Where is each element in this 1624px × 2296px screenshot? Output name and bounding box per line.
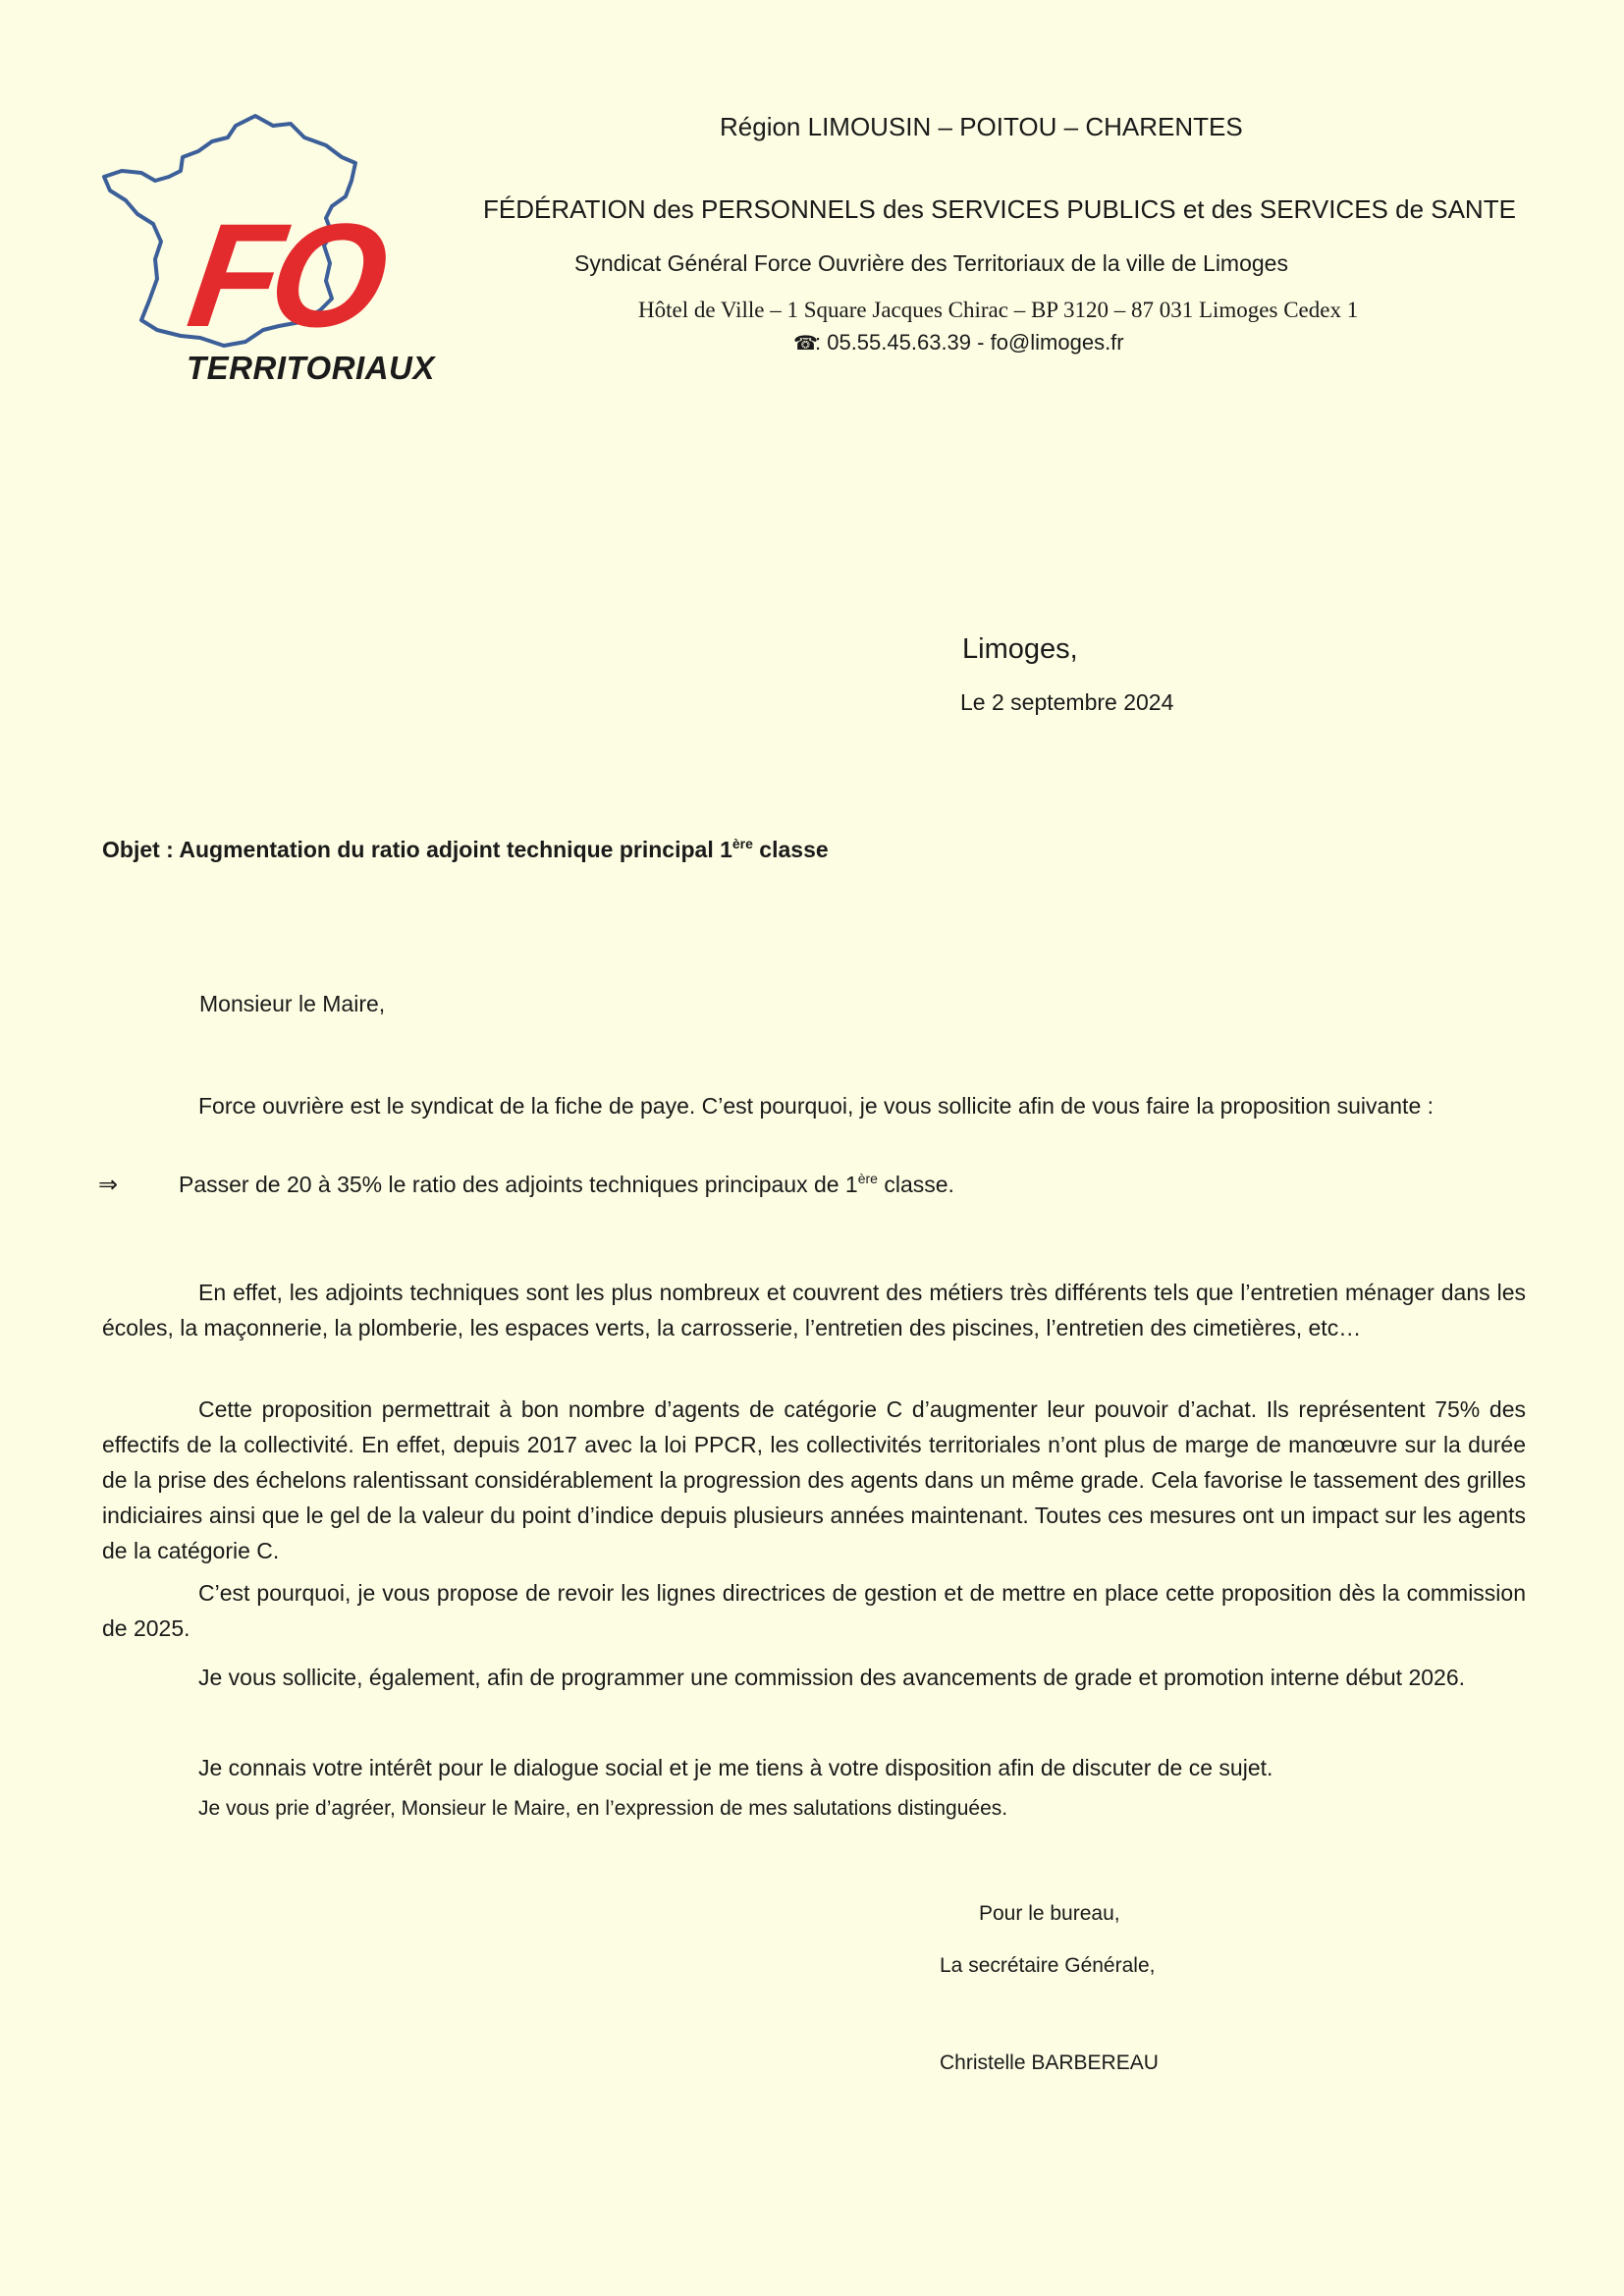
arrow-icon: ⇒: [98, 1172, 119, 1198]
letter-salutation: Monsieur le Maire,: [199, 991, 386, 1016]
letter-date: Le 2 septembre 2024: [960, 689, 1174, 715]
letter-city: Limoges,: [962, 633, 1078, 665]
proposal-superscript: ère: [857, 1171, 878, 1186]
paragraph-intro: Force ouvrière est le syndicat de la fiche de paye. C’est pourquoi, je vous sollicite afin de vous faire la proposition suivante :: [198, 1093, 1435, 1119]
proposal-prefix: Passer de 20 à 35% le ratio des adjoints techniques principaux de 1: [179, 1172, 858, 1197]
header-address: Hôtel de Ville – 1 Square Jacques Chirac – BP 3120 – 87 031 Limoges Cedex 1: [638, 298, 1359, 322]
contact-text: : 05.55.45.63.39 - fo@limoges.fr: [815, 330, 1124, 355]
paragraph-5: Je connais votre intérêt pour le dialogue social et je me tiens à votre disposition afin de discuter de ce sujet.: [198, 1755, 1273, 1780]
phone-icon: ☎: [793, 333, 818, 355]
header-contact: [793, 330, 1124, 355]
signature-line-1: Pour le bureau,: [979, 1902, 1120, 1925]
subject-suffix: classe: [752, 837, 829, 862]
proposal-line: [98, 1171, 954, 1199]
paragraph-3: C’est pourquoi, je vous propose de revoir les lignes directrices de gestion et de mettre en place cette proposition dès la commission de 2025.: [102, 1580, 1526, 1641]
paragraph-1: En effet, les adjoints techniques sont les plus nombreux et couvrent des métiers très différents tels que l’entretien ménager dans les écoles, la maçonnerie, la plomberie, les espaces verts, la carrosserie, l’entretien des piscines, l’entretien des cimetières, etc…: [102, 1280, 1526, 1340]
logo-subtitle: TERRITORIAUX: [187, 350, 435, 386]
subject-superscript: ère: [731, 836, 753, 851]
subject-prefix: Objet : Augmentation du ratio adjoint technique principal 1: [102, 837, 732, 862]
paragraph-6: Je vous prie d’agréer, Monsieur le Maire, en l’expression de mes salutations distinguées.: [198, 1797, 1008, 1820]
fo-territoriaux-logo: [98, 98, 435, 403]
paragraph-2: Cette proposition permettrait à bon nombre d’agents de catégorie C d’augmenter leur pouvoir d’achat. Ils représentent 75% des effectifs de la collectivité. En effet, depuis 2017 avec la loi PPCR, les collectivités territoriales n’ont plus de marge de manœuvre sur la durée de la prise des échelons ralentissant considérablement la progression des agents dans un même grade. Cela favorise le tassement des grilles indiciaires ainsi que le gel de la valeur du point d’indice depuis plusieurs années maintenant. Toutes ces mesures ont un impact sur les agents de la catégorie C.: [102, 1396, 1526, 1563]
signature-name: Christelle BARBEREAU: [940, 2051, 1159, 2074]
letter-subject: [102, 836, 829, 863]
signature-line-2: La secrétaire Générale,: [940, 1954, 1156, 1977]
header-region: Région LIMOUSIN – POITOU – CHARENTES: [720, 112, 1243, 141]
paragraph-4: Je vous sollicite, également, afin de programmer une commission des avancements de grade et promotion interne début 2026.: [198, 1665, 1465, 1690]
logo-fo-mark: FO: [180, 192, 389, 357]
proposal-suffix: classe.: [877, 1172, 954, 1197]
header-syndicat: Syndicat Général Force Ouvrière des Territoriaux de la ville de Limoges: [574, 250, 1288, 276]
header-federation: FÉDÉRATION des PERSONNELS des SERVICES PUBLICS et des SERVICES de SANTE: [483, 194, 1516, 224]
